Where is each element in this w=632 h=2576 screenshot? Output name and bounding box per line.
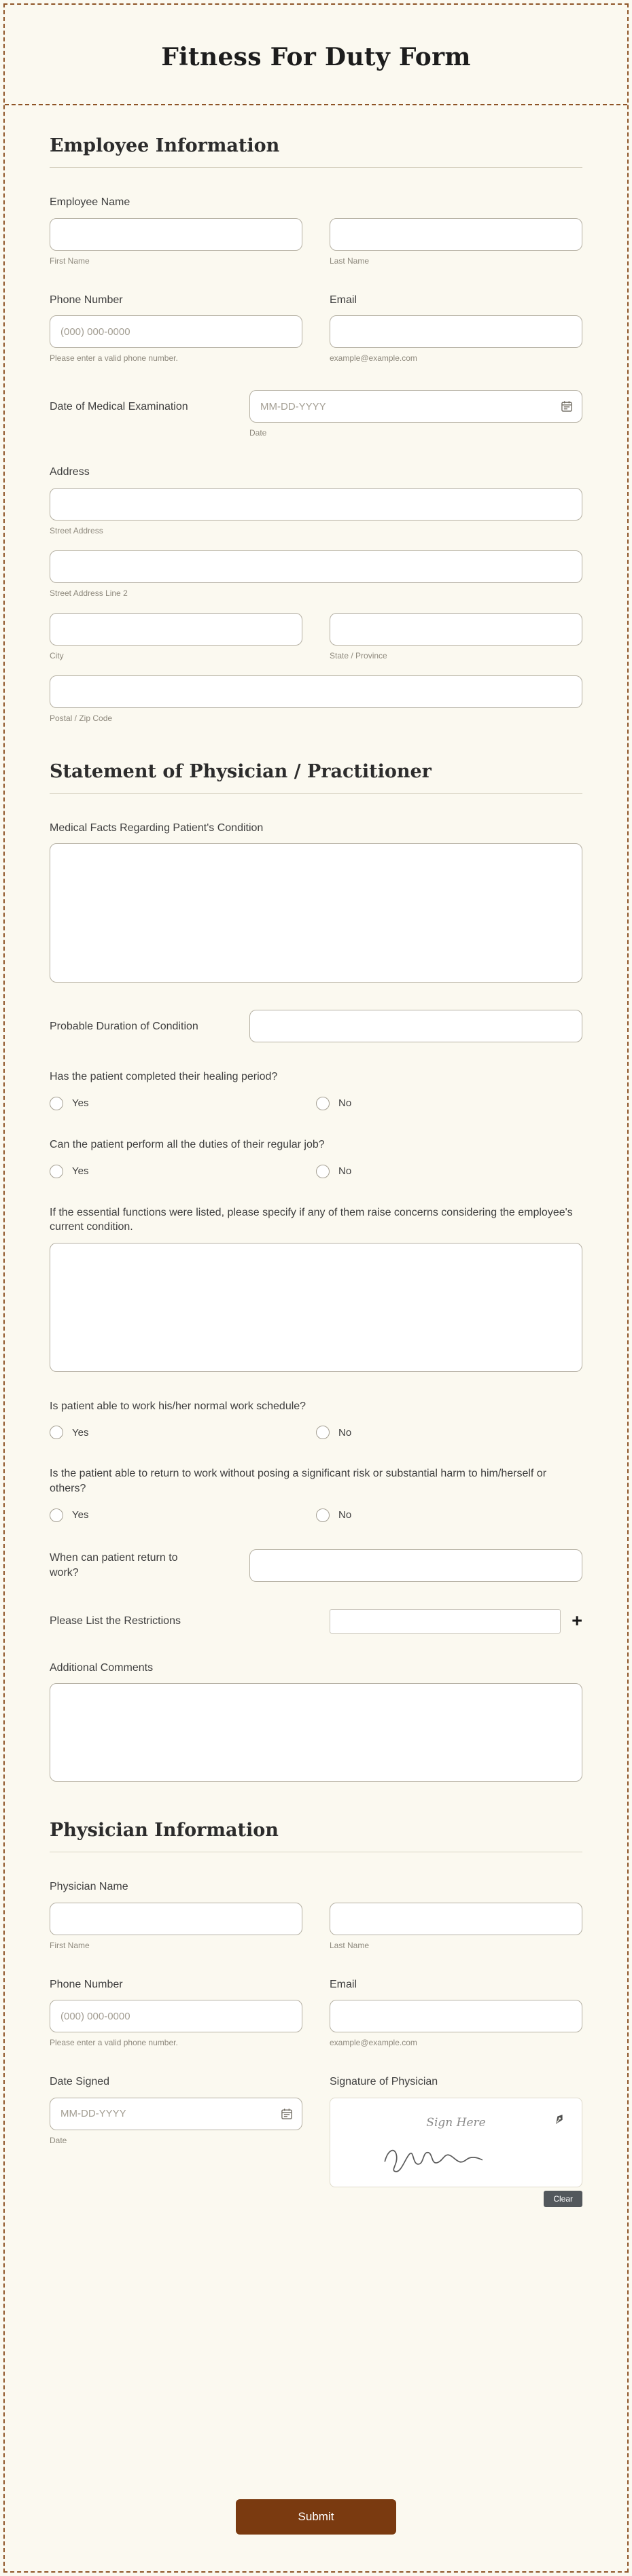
risk-question-field bbox=[50, 1466, 582, 1521]
address-field bbox=[50, 465, 582, 723]
duties-no-radio[interactable] bbox=[316, 1165, 582, 1178]
physician-last-name-input[interactable] bbox=[330, 1903, 582, 1935]
healing-question-label: Has the patient completed their healing period? bbox=[50, 1071, 278, 1083]
employee-email-col bbox=[330, 293, 582, 364]
employee-first-name-col bbox=[50, 218, 302, 266]
signature-col bbox=[330, 2075, 582, 2207]
healing-no-radio-label: No bbox=[338, 1097, 352, 1110]
section-employee-information bbox=[50, 105, 582, 723]
employee-last-name-sublabel: Last Name bbox=[330, 255, 370, 266]
healing-no-radio-circle[interactable] bbox=[316, 1097, 330, 1110]
essential-functions-field bbox=[50, 1205, 582, 1372]
physician-last-name-sublabel: Last Name bbox=[330, 1940, 370, 1950]
healing-no-radio[interactable] bbox=[316, 1097, 582, 1110]
additional-comments-label: Additional Comments bbox=[50, 1661, 154, 1674]
essential-functions-textarea[interactable] bbox=[50, 1243, 582, 1372]
restrictions-input[interactable] bbox=[330, 1609, 561, 1634]
physician-email-label: Email bbox=[330, 1978, 357, 1990]
risk-no-radio-circle[interactable] bbox=[316, 1508, 330, 1522]
date-signed-col bbox=[50, 2075, 302, 2207]
schedule-yes-radio-label: Yes bbox=[72, 1426, 89, 1439]
state-sublabel: State / Province bbox=[330, 650, 387, 660]
sign-here-label: Sign Here bbox=[426, 2115, 486, 2130]
employee-name-field bbox=[50, 195, 582, 266]
date-signed-label: Date Signed bbox=[50, 2076, 110, 2088]
state-input[interactable] bbox=[330, 613, 582, 646]
form-title: Fitness For Duty Form bbox=[161, 43, 471, 71]
restrictions-label: Please List the Restrictions bbox=[50, 1615, 181, 1627]
physician-first-name-sublabel: First Name bbox=[50, 1940, 90, 1950]
schedule-yes-radio-circle[interactable] bbox=[50, 1426, 63, 1439]
additional-comments-textarea[interactable] bbox=[50, 1683, 582, 1782]
employee-last-name-col bbox=[330, 218, 582, 266]
physician-section-heading: Physician Information bbox=[50, 1820, 582, 1852]
street-address-row bbox=[50, 488, 582, 535]
employee-email-label: Email bbox=[330, 294, 357, 306]
duties-no-radio-circle[interactable] bbox=[316, 1165, 330, 1178]
physician-name-field bbox=[50, 1880, 582, 1950]
risk-yes-radio-label: Yes bbox=[72, 1509, 89, 1521]
date-signed-signature-row bbox=[50, 2075, 582, 2207]
duties-yes-radio[interactable] bbox=[50, 1165, 316, 1178]
employee-name-label: Employee Name bbox=[50, 196, 130, 208]
form-frame bbox=[3, 3, 629, 2573]
schedule-no-radio[interactable] bbox=[316, 1426, 582, 1439]
risk-question-label: Is the patient able to return to work without posing a significant risk or substantial harm to him/herself or others? bbox=[50, 1468, 547, 1494]
street-address-sublabel: Street Address bbox=[50, 525, 103, 535]
submit-row bbox=[50, 2465, 582, 2571]
exam-date-input[interactable] bbox=[249, 390, 582, 423]
physician-email-sublabel: example@example.com bbox=[330, 2038, 417, 2048]
medical-facts-textarea[interactable] bbox=[50, 843, 582, 983]
employee-last-name-input[interactable] bbox=[330, 218, 582, 251]
physician-email-col bbox=[330, 1977, 582, 2048]
healing-yes-radio-label: Yes bbox=[72, 1097, 89, 1110]
duties-no-radio-label: No bbox=[338, 1165, 352, 1178]
fitness-for-duty-form-page bbox=[0, 3, 632, 2573]
form-content bbox=[5, 105, 627, 2571]
healing-yes-radio-circle[interactable] bbox=[50, 1097, 63, 1110]
form-header bbox=[5, 5, 627, 105]
employee-first-name-input[interactable] bbox=[50, 218, 302, 251]
street-address2-row bbox=[50, 550, 582, 598]
employee-email-sublabel: example@example.com bbox=[330, 353, 417, 364]
duration-input[interactable] bbox=[249, 1010, 582, 1042]
street-address2-sublabel: Street Address Line 2 bbox=[50, 588, 128, 598]
date-signed-input[interactable] bbox=[50, 2098, 302, 2130]
street-address-input[interactable] bbox=[50, 488, 582, 521]
duties-yes-radio-label: Yes bbox=[72, 1165, 89, 1178]
signature-clear-button[interactable]: Clear bbox=[544, 2191, 582, 2207]
employee-email-input[interactable] bbox=[330, 315, 582, 348]
submit-button[interactable]: Submit bbox=[236, 2499, 396, 2535]
physician-first-name-col bbox=[50, 1903, 302, 1950]
state-col bbox=[330, 613, 582, 660]
employee-first-name-sublabel: First Name bbox=[50, 255, 90, 266]
physician-last-name-col bbox=[330, 1903, 582, 1950]
healing-yes-radio[interactable] bbox=[50, 1097, 316, 1110]
return-to-work-input[interactable] bbox=[249, 1549, 582, 1582]
duties-yes-radio-circle[interactable] bbox=[50, 1165, 63, 1178]
date-signed-sublabel: Date bbox=[50, 2135, 67, 2145]
employee-contact-row bbox=[50, 293, 582, 364]
section-physician-information bbox=[50, 1782, 582, 2207]
employee-phone-label: Phone Number bbox=[50, 294, 123, 306]
schedule-question-label: Is patient able to work his/her normal work schedule? bbox=[50, 1400, 306, 1412]
city-state-row bbox=[50, 613, 582, 660]
risk-yes-radio-circle[interactable] bbox=[50, 1508, 63, 1522]
signature-pad[interactable] bbox=[330, 2098, 582, 2187]
schedule-question-field bbox=[50, 1399, 582, 1440]
physician-contact-row bbox=[50, 1977, 582, 2048]
physician-name-label: Physician Name bbox=[50, 1881, 128, 1893]
employee-phone-col bbox=[50, 293, 302, 364]
exam-date-sublabel: Date bbox=[249, 428, 267, 438]
duration-label: Probable Duration of Condition bbox=[50, 1020, 198, 1032]
schedule-no-radio-circle[interactable] bbox=[316, 1426, 330, 1439]
healing-question-field bbox=[50, 1070, 582, 1110]
signature-squiggle-decoration bbox=[353, 2132, 516, 2176]
zip-input[interactable] bbox=[50, 675, 582, 708]
city-col bbox=[50, 613, 302, 660]
additional-comments-field bbox=[50, 1661, 582, 1782]
exam-date-field bbox=[50, 390, 582, 438]
statement-section-heading: Statement of Physician / Practitioner bbox=[50, 761, 582, 794]
risk-no-radio-label: No bbox=[338, 1509, 352, 1521]
employee-section-heading: Employee Information bbox=[50, 135, 582, 168]
duration-field bbox=[50, 1010, 582, 1042]
exam-date-label: Date of Medical Examination bbox=[50, 401, 188, 413]
essential-functions-label: If the essential functions were listed, please specify if any of them raise concerns considering the employee's current condition. bbox=[50, 1206, 573, 1233]
zip-sublabel: Postal / Zip Code bbox=[50, 713, 113, 723]
schedule-no-radio-label: No bbox=[338, 1426, 352, 1439]
duties-question-label: Can the patient perform all the duties of their regular job? bbox=[50, 1138, 325, 1150]
add-row-plus-icon[interactable]: + bbox=[572, 1610, 582, 1631]
address-label: Address bbox=[50, 466, 90, 478]
employee-phone-sublabel: Please enter a valid phone number. bbox=[50, 353, 178, 364]
schedule-yes-radio[interactable] bbox=[50, 1426, 316, 1439]
risk-no-radio[interactable] bbox=[316, 1508, 582, 1522]
calendar-icon[interactable] bbox=[560, 400, 574, 413]
medical-facts-label: Medical Facts Regarding Patient's Condition bbox=[50, 822, 264, 834]
return-to-work-field bbox=[50, 1549, 582, 1582]
city-sublabel: City bbox=[50, 650, 64, 660]
duties-question-field bbox=[50, 1137, 582, 1178]
return-to-work-label: When can patient return to work? bbox=[50, 1551, 178, 1578]
zip-row bbox=[50, 675, 582, 723]
physician-phone-input[interactable] bbox=[50, 2000, 302, 2032]
physician-email-input[interactable] bbox=[330, 2000, 582, 2032]
physician-phone-label: Phone Number bbox=[50, 1978, 123, 1990]
signature-label: Signature of Physician bbox=[330, 2076, 438, 2088]
restrictions-field bbox=[50, 1609, 582, 1634]
physician-phone-sublabel: Please enter a valid phone number. bbox=[50, 2038, 178, 2048]
section-physician-statement bbox=[50, 723, 582, 1782]
employee-phone-input[interactable] bbox=[50, 315, 302, 348]
risk-yes-radio[interactable] bbox=[50, 1508, 316, 1522]
city-input[interactable] bbox=[50, 613, 302, 646]
calendar-icon[interactable] bbox=[280, 2107, 294, 2121]
physician-first-name-input[interactable] bbox=[50, 1903, 302, 1935]
street-address2-input[interactable] bbox=[50, 550, 582, 583]
medical-facts-field bbox=[50, 821, 582, 983]
physician-phone-col bbox=[50, 1977, 302, 2048]
